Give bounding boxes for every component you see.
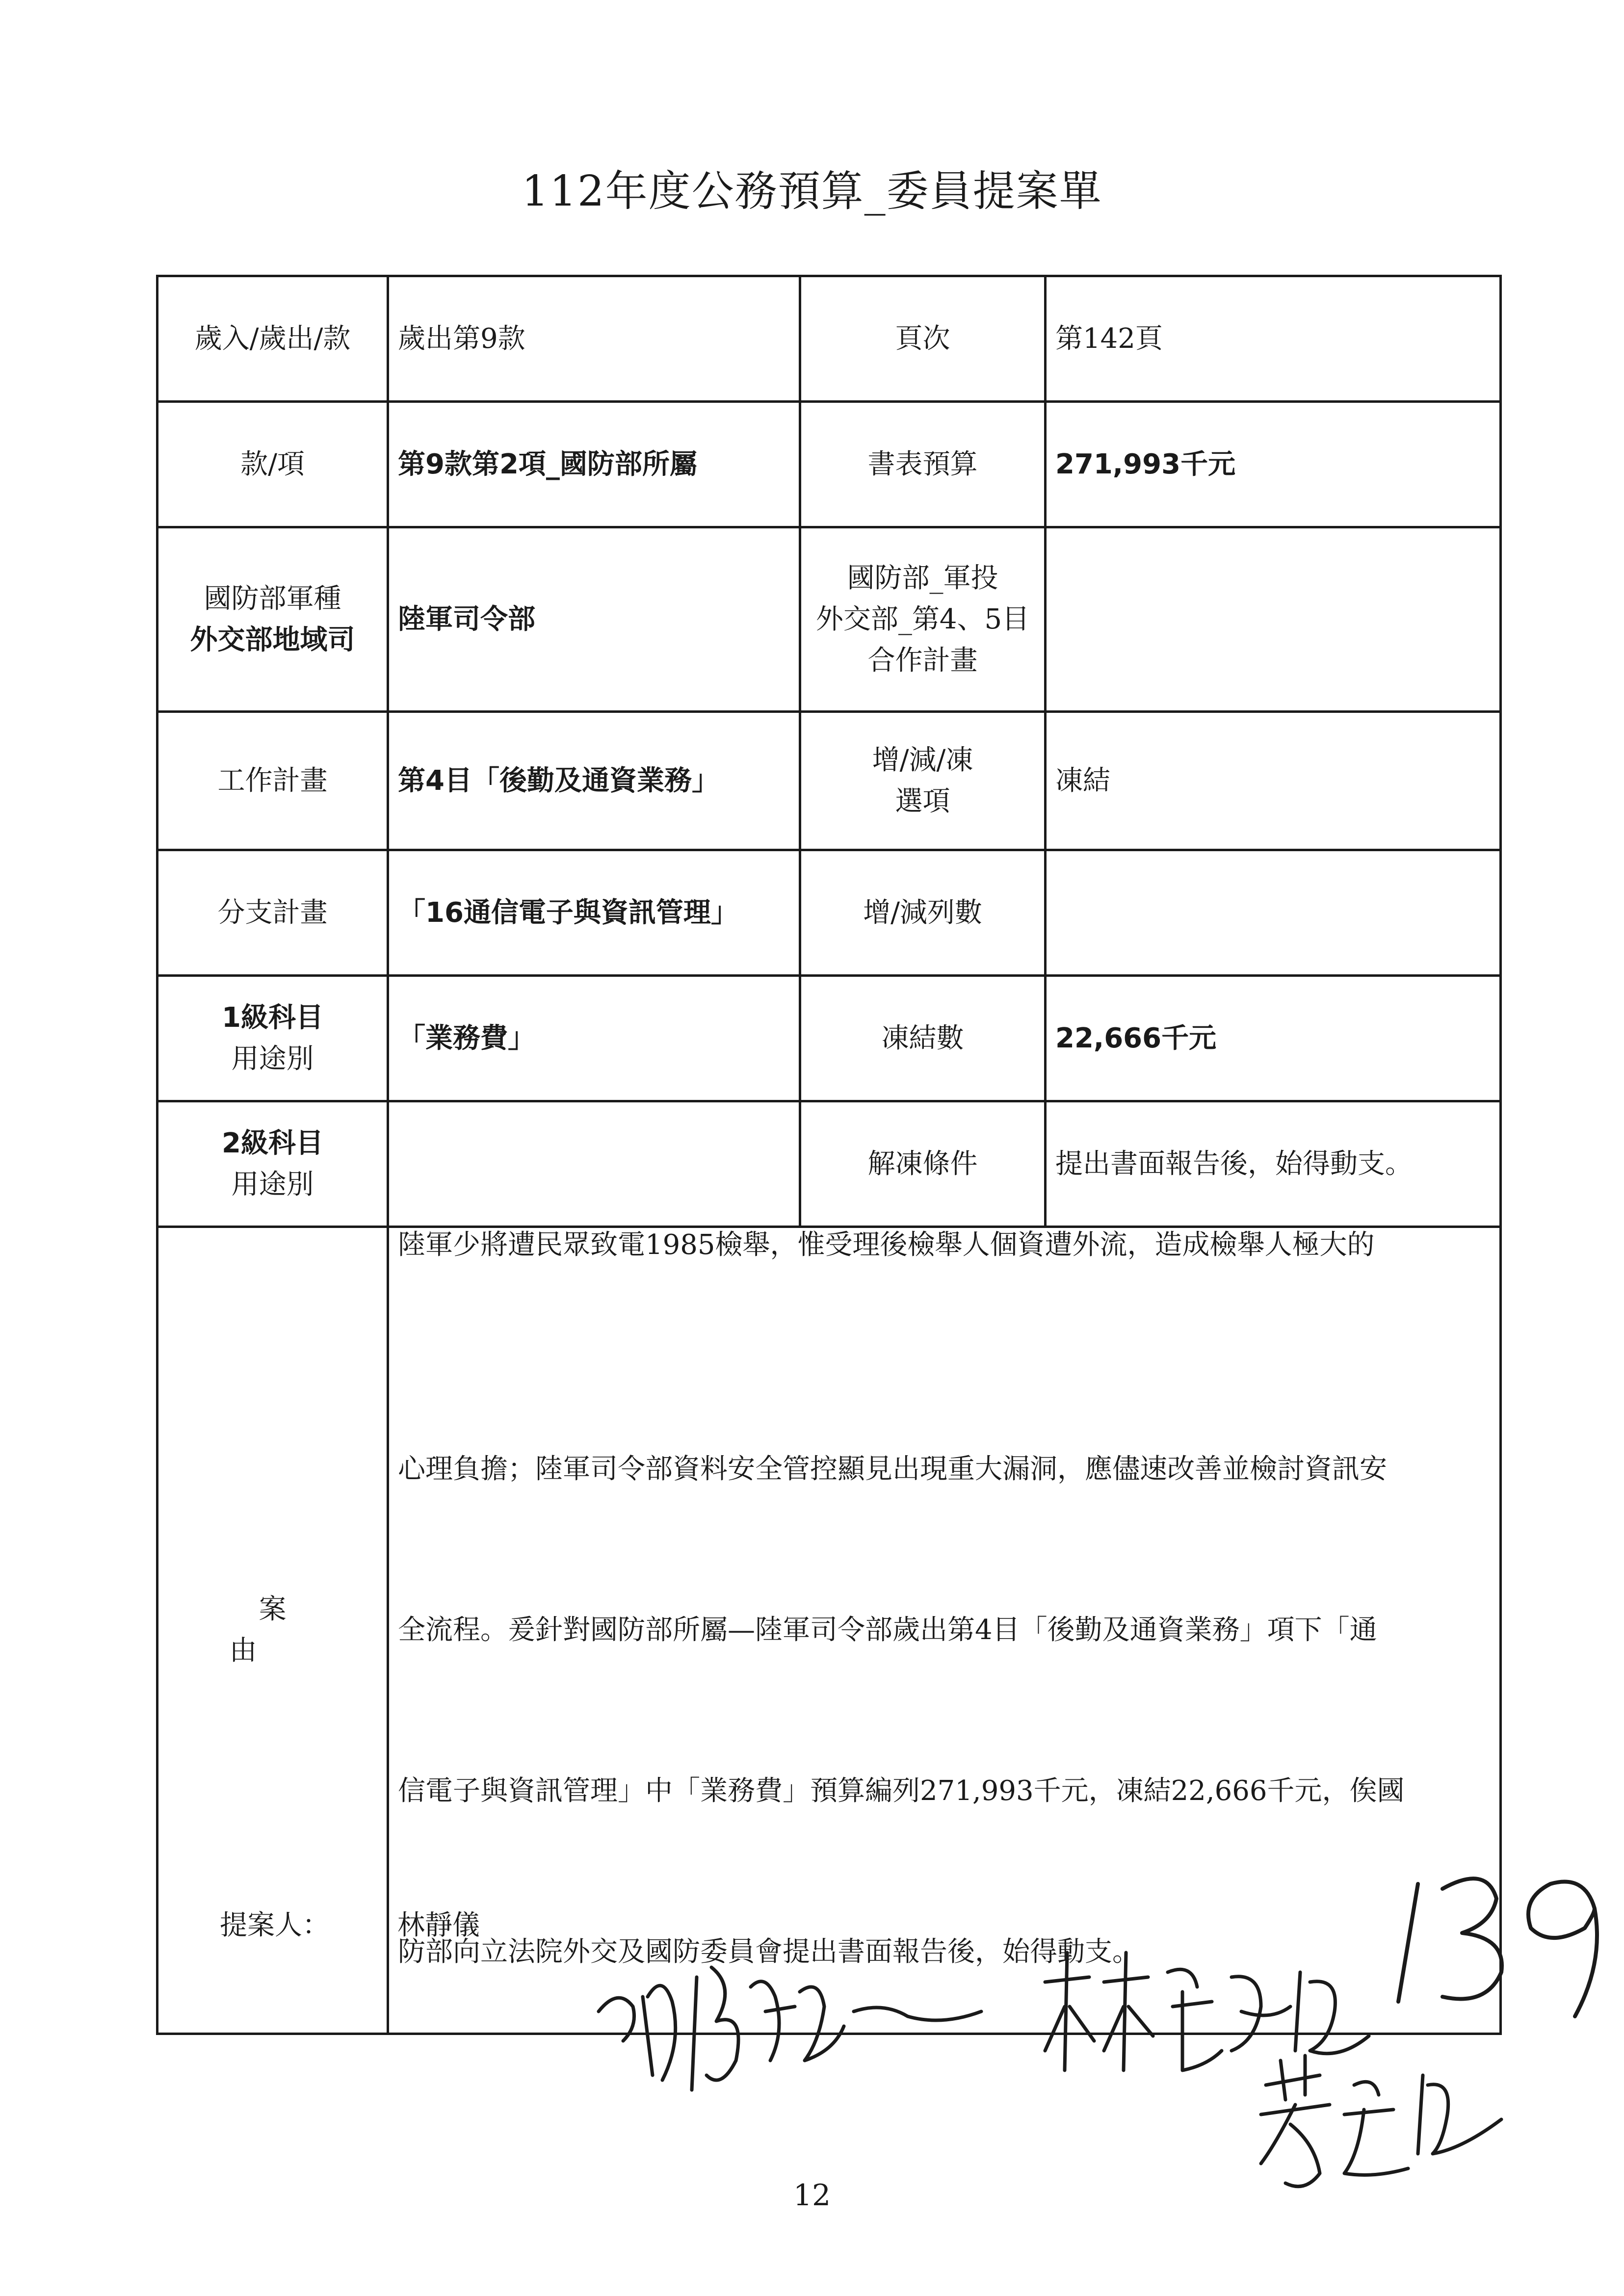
label-statement-budget: 書表預算 xyxy=(800,402,1046,527)
label-unfreeze-condition: 解凍條件 xyxy=(800,1101,1046,1227)
label-page: 頁次 xyxy=(800,276,1046,402)
reason-line: 信電子與資訊管理」中「業務費」預算編列271,993千元，凍結22,666千元，俟國 xyxy=(398,1775,1405,1807)
reason-line: 防部向立法院外交及國防委員會提出書面報告後，始得動支。 xyxy=(398,1936,1140,1968)
label-branch-plan: 分支計畫 xyxy=(157,850,388,976)
value-adjust-amount xyxy=(1046,850,1501,976)
table-row xyxy=(157,276,1501,402)
reason-line: 心理負擔；陸軍司令部資料安全管控顯見出現重大漏洞，應儘速改善並檢討資訊安 xyxy=(398,1453,1387,1485)
table-row xyxy=(157,527,1501,712)
table-row xyxy=(157,1101,1501,1227)
value-statement-budget: 271,993千元 xyxy=(1046,402,1501,527)
value-branch-plan: 「16通信電子與資訊管理」 xyxy=(388,850,800,976)
form-title: 112年度公務預算_委員提案單 xyxy=(522,167,1102,216)
value-freeze-amount: 22,666千元 xyxy=(1046,976,1501,1101)
label-level2-account xyxy=(157,1101,388,1227)
label-line: 選項 xyxy=(895,785,950,817)
proposer-label: 提案人： xyxy=(220,1909,330,1941)
label-cooperation-plan xyxy=(800,527,1046,712)
reason-line: 陸軍少將遭民眾致電1985檢舉，惟受理後檢舉人個資遭外流，造成檢舉人極大的 xyxy=(398,1229,1375,1261)
label-line: 2級科目 xyxy=(222,1127,323,1159)
table-row xyxy=(157,1227,1501,2034)
label-line: 1級科目 xyxy=(222,1001,323,1034)
value-section-item: 第9款第2項_國防部所屬 xyxy=(388,402,800,527)
value-option: 凍結 xyxy=(1046,712,1501,850)
value-cooperation-plan xyxy=(1046,527,1501,712)
label-line: 外交部_第4、5目 xyxy=(815,603,1030,635)
value-military-branch: 陸軍司令部 xyxy=(388,527,800,712)
value-level2-account xyxy=(388,1101,800,1227)
reason-text xyxy=(388,1227,1501,2034)
label-military-branch xyxy=(157,527,388,712)
label-line: 合作計畫 xyxy=(867,644,978,677)
page-number: 12 xyxy=(793,2178,831,2213)
value-level1-account: 「業務費」 xyxy=(388,976,800,1101)
label-budget-category: 歲入/歲出/款 xyxy=(157,276,388,402)
label-freeze-amount: 凍結數 xyxy=(800,976,1046,1101)
label-adjust-amount: 增/減列數 xyxy=(800,850,1046,976)
table-row xyxy=(157,402,1501,527)
label-line: 國防部軍種 xyxy=(204,582,341,615)
label-line: 國防部_軍投 xyxy=(847,562,998,594)
reason-line: 全流程。爰針對國防部所屬—陸軍司令部歲出第4目「後勤及通資業務」項下「通 xyxy=(398,1614,1377,1646)
annotation-number-drawing xyxy=(1388,1854,1614,2031)
label-work-plan: 工作計畫 xyxy=(157,712,388,850)
label-line: 用途別 xyxy=(231,1043,314,1075)
value-work-plan: 第4目「後勤及通資業務」 xyxy=(388,712,800,850)
value-unfreeze-condition: 提出書面報告後，始得動支。 xyxy=(1046,1101,1501,1227)
label-reason: 案由 xyxy=(157,1227,388,2034)
label-option xyxy=(800,712,1046,850)
label-section-item: 款/項 xyxy=(157,402,388,527)
table-row xyxy=(157,976,1501,1101)
table-row xyxy=(157,850,1501,976)
proposer-name: 林靜儀 xyxy=(397,1909,480,1941)
proposal-form-table xyxy=(156,275,1502,2035)
table-row xyxy=(157,712,1501,850)
value-budget-category: 歲出第9款 xyxy=(388,276,800,402)
label-line: 增/減/凍 xyxy=(872,744,973,776)
value-page: 第142頁 xyxy=(1046,276,1501,402)
label-level1-account xyxy=(157,976,388,1101)
label-line: 外交部地域司 xyxy=(190,624,355,656)
annotation-number: 139 xyxy=(1388,1854,1389,1855)
label-line: 用途別 xyxy=(231,1168,314,1200)
signature-1 xyxy=(589,1913,996,2110)
